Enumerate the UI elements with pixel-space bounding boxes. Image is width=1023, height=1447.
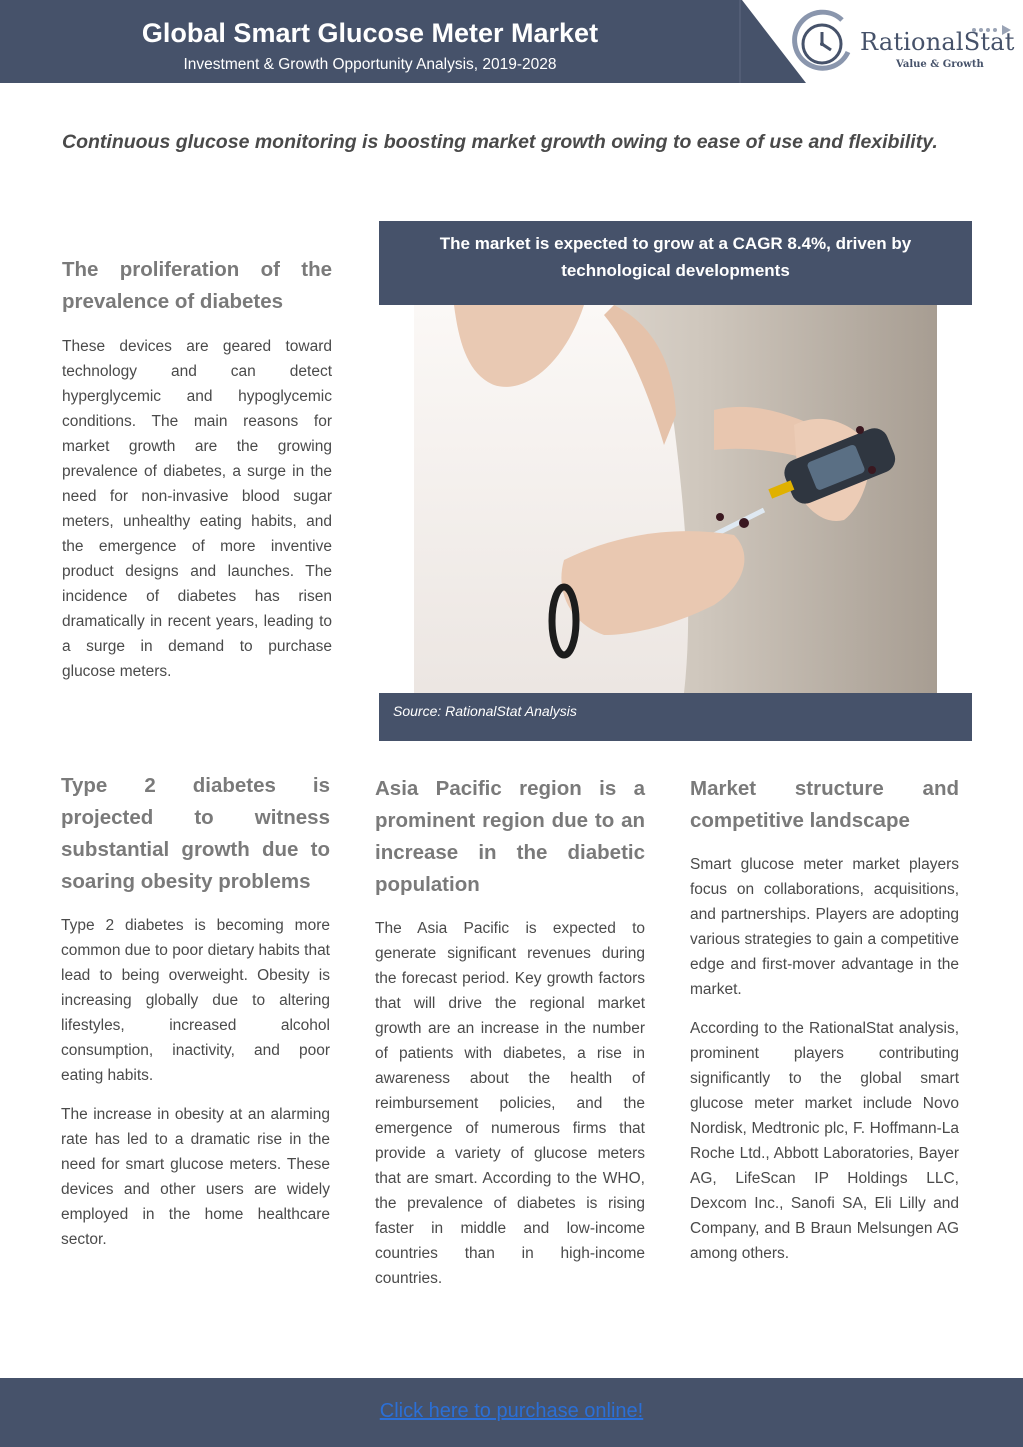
section-type2-diabetes bbox=[61, 770, 330, 1252]
section-asia-pacific bbox=[375, 773, 645, 1291]
section-heading: Market structure and competitive landscape bbox=[690, 777, 959, 832]
clock-icon bbox=[790, 8, 856, 78]
footer-bar bbox=[0, 1378, 1023, 1447]
logo-tagline: Value & Growth bbox=[896, 59, 984, 70]
section-paragraph: The increase in obesity at an alarming rate has led to a dramatic rise in the need for smart glucose meters. These devices and other users are widely employed in the home healthcare sector. bbox=[61, 1106, 330, 1248]
section-market-structure bbox=[690, 773, 959, 1266]
report-title: Global Smart Glucose Meter Market bbox=[141, 18, 599, 48]
section-paragraph: The Asia Pacific is expected to generate significant revenues during the forecast period. Key growth factors that will drive the regional market growth are an increase in the number of patients with diabetes, a rise in awareness about the health of reimbursement policies, and the emergence of numerous firms that provide a variety of glucose meters that are smart. According to the WHO, the prevalence of diabetes is rising faster in middle and low-income countries than in high-income countries. bbox=[375, 920, 645, 1287]
section-paragraph: Type 2 diabetes is becoming more common due to poor dietary habits that lead to being overweight. Obesity is increasing globally due to altering lifestyles, increased alcohol consumption, inactivity, and poor eating habits. bbox=[61, 917, 330, 1084]
logo-name: RationalStat bbox=[860, 28, 1015, 56]
report-subtitle: Investment & Growth Opportunity Analysis, 2019-2028 bbox=[183, 56, 557, 73]
photo-illustration bbox=[414, 305, 937, 693]
company-logo bbox=[790, 8, 1015, 78]
section-body: These devices are geared toward technology and can detect hyperglycemic and hypoglycemic conditions. The main reasons for market growth are the growing prevalence of diabetes, a surge in the need for non-invasive blood sugar meters, unhealthy eating habits, and the emergence of more inventive product designs and launches. The incidence of diabetes has risen dramatically in recent years, leading to a surge in demand to purchase glucose meters. bbox=[62, 338, 332, 680]
section-paragraph: Smart glucose meter market players focus on collaborations, acquisitions, and partnerships. Players are adopting various strategies to gain a competitive edge and first-mover advantage in the market. bbox=[690, 856, 959, 998]
section-heading: Type 2 diabetes is projected to witness substantial growth due to soaring obesity problems bbox=[61, 774, 330, 893]
section-diabetes-prevalence bbox=[62, 254, 332, 684]
section-heading: Asia Pacific region is a prominent region due to an increase in the diabetic population bbox=[375, 777, 645, 896]
source-caption: Source: RationalStat Analysis bbox=[379, 693, 972, 741]
cagr-callout: The market is expected to grow at a CAGR 8.4%, driven by technological developments bbox=[379, 221, 972, 305]
section-heading: The proliferation of the prevalence of diabetes bbox=[62, 258, 332, 313]
glucose-meter-photo bbox=[414, 305, 937, 693]
page-tagline: Continuous glucose monitoring is boosting market growth owing to ease of use and flexibility. bbox=[62, 131, 938, 153]
section-paragraph: According to the RationalStat analysis, prominent players contributing significantly to the global smart glucose meter market include Novo Nordisk, Medtronic plc, F. Hoffmann-La Roche Ltd., Abbott Laboratories, Bayer AG, LifeScan IP Holdings LLC, Dexcom Inc., Sanofi SA, Eli Lilly and Company, and B Braun Melsungen AG among others. bbox=[690, 1020, 959, 1262]
purchase-link[interactable]: Click here to purchase online! bbox=[379, 1400, 644, 1422]
